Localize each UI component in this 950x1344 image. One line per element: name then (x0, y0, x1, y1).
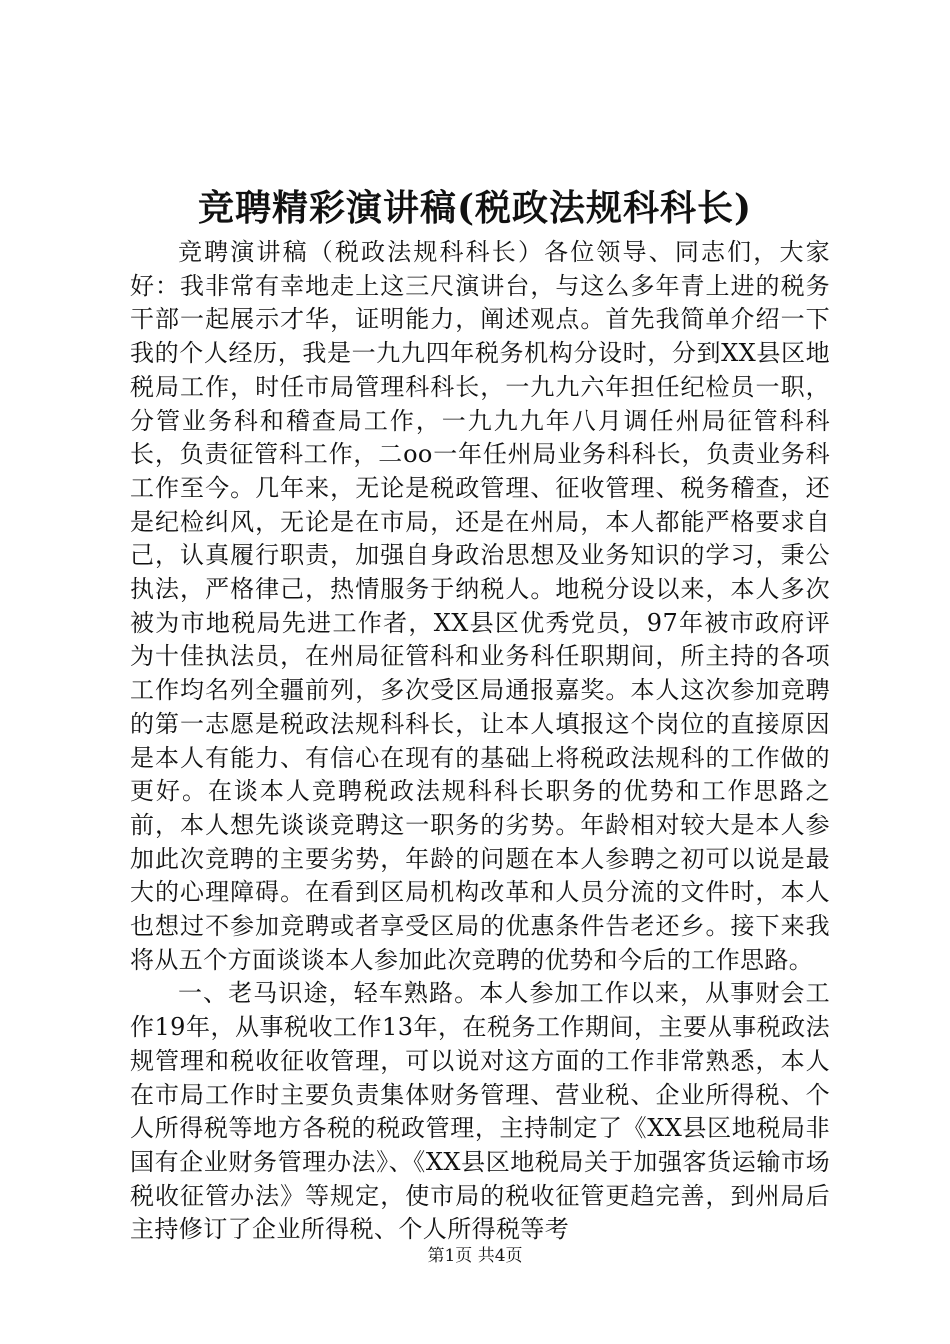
paragraph-intro: 竞聘演讲稿（税政法规科科长）各位领导、同志们，大家好：我非常有幸地走上这三尺演讲台，与这么多年青上进的税务干部一起展示才华，证明能力，阐述观点。首先我简单介绍一下我的个人经历，我是一九九四年税务机构分设时，分到XX县区地税局工作，时任市局管理科科长，一九九六年担任纪检员一职，分管业务科和稽查局工作，一九九九年八月调任州局征管科科长，负责征管科工作，二oo一年任州局业务科科长，负责业务科工作至今。几年来，无论是税政管理、征收管理、税务稽查，还是纪检纠风，无论是在市局，还是在州局，本人都能严格要求自己，认真履行职责，加强自身政治思想及业务知识的学习，秉公执法，严格律己，热情服务于纳税人。地税分设以来，本人多次被为市地税局先进工作者，XX县区优秀党员，97年被市政府评为十佳执法员，在州局征管科和业务科任职期间，所主持的各项工作均名列全疆前列，多次受区局通报嘉奖。本人这次参加竞聘的第一志愿是税政法规科科长，让本人填报这个岗位的直接原因是本人有能力、有信心在现有的基础上将税政法规科的工作做的更好。在谈本人竞聘税政法规科科长职务的优势和工作思路之前，本人想先谈谈竞聘这一职务的劣势。年龄相对较大是本人参加此次竞聘的主要劣势，年龄的问题在本人参聘之初可以说是最大的心理障碍。在看到区局机构改革和人员分流的文件时，本人也想过不参加竞聘或者享受区局的优惠条件告老还乡。接下来我将从五个方面谈谈本人参加此次竞聘的优势和今后的工作思路。 (130, 238, 830, 974)
page-number-footer: 第1页 共4页 (427, 1246, 523, 1266)
paragraph-section-one: 一、老马识途，轻车熟路。本人参加工作以来，从事财会工作19年，从事税收工作13年，在税务工作期间，主要从事税政法规管理和税收征收管理，可以说对这方面的工作非常熟悉，本人在市局工作时主要负责集体财务管理、营业税、企业所得税、个人所得税等地方各税的税政管理，主持制定了《XX县区地税局非国有企业财务管理办法》、《XX县区地税局关于加强客货运输市场税收征管办法》等规定，使市局的税收征管更趋完善，到州局后主持修订了企业所得税、个人所得税等考 (130, 979, 830, 1244)
document-title: 竞聘精彩演讲稿(税政法规科科长) (197, 187, 753, 229)
document-body (130, 236, 830, 1247)
